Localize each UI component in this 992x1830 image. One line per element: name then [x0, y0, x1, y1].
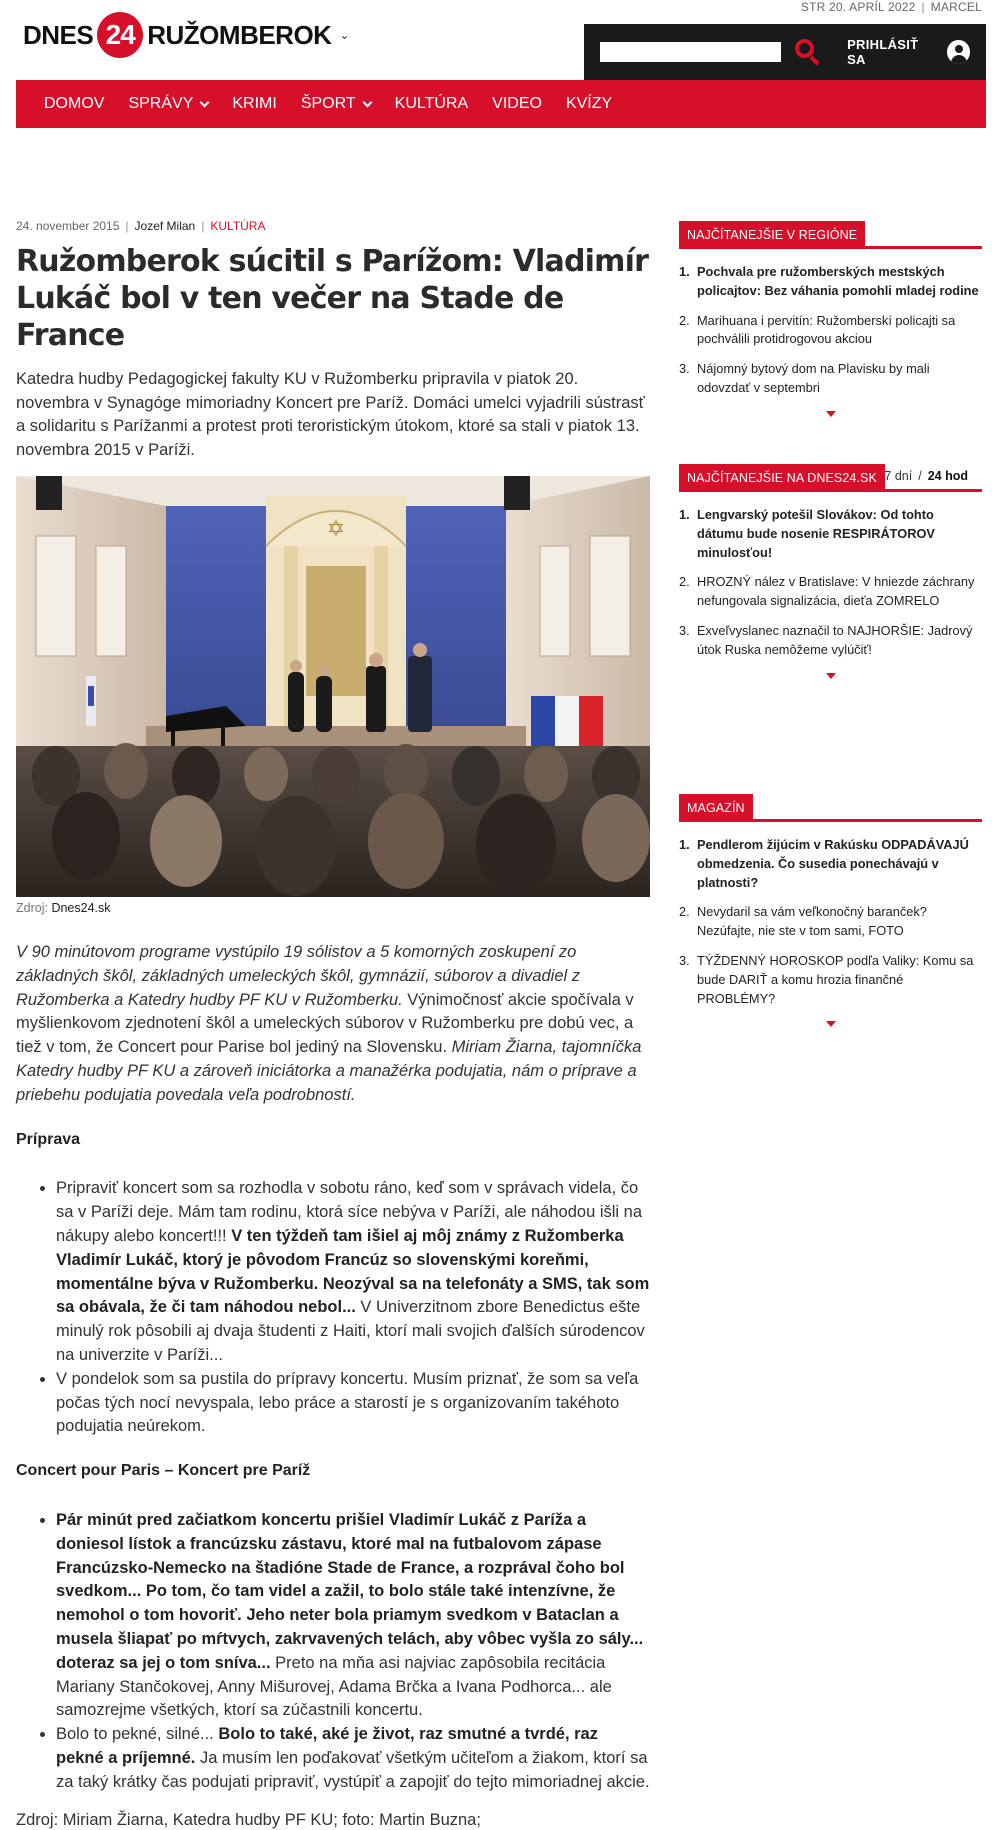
list-item[interactable]: 1. Pendlerom žijúcim v Rakúsku ODPADÁVAJÚ obmedzenia. Čo susedia ponechávajú v platnosti? — [679, 837, 969, 890]
article-lead: Katedra hudby Pedagogickej fakulty KU v Ružomberku pripravila v piatok 20. novembra v Synagóge mimoriadny Koncert pre Paríž. Domáci umelci vyjadrili sústrasť a solidaritu s Parížanmi a protest proti teroristickým útokom, ktoré sa stali v piatok 13. novembra 2015 v Paríži. — [16, 370, 645, 459]
section-concert-list — [16, 1509, 650, 1795]
sidebar-region-box — [679, 219, 982, 421]
nav-item-domov[interactable]: DOMOV — [44, 95, 105, 112]
nav-item-krimi[interactable]: KRIMI — [232, 95, 277, 112]
list-item[interactable]: 2. Marihuana i pervitín: Ružomberskí policajti sa pochválili protidrogovou akciou — [679, 312, 956, 347]
search-input[interactable] — [600, 42, 781, 62]
show-more-chevron-icon[interactable] — [825, 1019, 837, 1031]
city-switch-chevron-icon[interactable]: ⌄ — [339, 28, 350, 42]
list-item: • Bolo to pekné, silné... Bolo to také, aké je život, raz smutné a tvrdé, raz pekné a príjemné. Ja musím len poďakovať všetkým učiteľom a žiakom, ktorí sa za taký krátky čas podujati pripraviť, vystúpiť a zapojiť do tejto mimoriadnej akcie. — [56, 1723, 650, 1794]
show-more-chevron-icon[interactable] — [825, 409, 837, 421]
section-priprava-list — [16, 1177, 650, 1439]
magazin-box-title: MAGAZÍN — [679, 794, 753, 822]
list-item[interactable]: 3. Nájomný bytový dom na Plavisku by mali odovzdať v septembri — [679, 361, 930, 395]
article-meta: 24. november 2015 | Jozef Milan | KULTÚRA — [16, 219, 266, 233]
list-item[interactable]: 1. Pochvala pre ružomberských mestských policajtov: Bez váhania pomohli mladej rodine — [679, 264, 979, 298]
section-title-concert: Concert pour Paris – Koncert pre Paríž — [16, 1462, 311, 1480]
region-box-title: NAJČÍTANEJŠIE V REGIÓNE — [679, 221, 865, 249]
list-item[interactable]: 3. TÝŽDENNÝ HOROSKOP podľa Valiky: Komu sa bude DARIŤ a komu hrozia finančné PROBLÉMY? — [679, 952, 974, 1006]
article — [16, 219, 650, 1830]
chevron-down-icon — [200, 97, 210, 107]
section-title-priprava: Príprava — [16, 1130, 81, 1148]
svg-text:✡: ✡ — [326, 517, 346, 542]
site-logo[interactable] — [23, 12, 350, 58]
list-item[interactable]: 3. Exveľvyslanec naznačil to NAJHORŠIE: Jadrový útok Ruska nemôžeme vylúčiť! — [679, 622, 973, 657]
header-actions — [584, 24, 986, 80]
nav-item-video[interactable]: VIDEO — [492, 95, 542, 112]
search-icon[interactable] — [795, 39, 819, 65]
current-date: STR 20. APRÍL 2022 — [800, 0, 916, 14]
user-account-icon[interactable] — [947, 40, 970, 64]
article-photo[interactable] — [16, 476, 650, 897]
article-title: Ružomberok súcitil s Parížom: Vladimír Lukáč bol v ten večer na Stade de France — [16, 244, 649, 353]
article-source: Zdroj: Miriam Žiarna, Katedra hudby PF KU; foto: Martin Buzna; — [16, 1810, 481, 1829]
article-body — [16, 941, 650, 1830]
concert-photo-illustration — [16, 476, 650, 897]
nav-item-spravy[interactable]: SPRÁVY — [128, 95, 208, 113]
tab-24-hours[interactable]: 24 hod — [927, 469, 968, 483]
show-more-chevron-icon[interactable] — [825, 671, 837, 683]
list-item[interactable]: 2. HROZNÝ nález v Bratislave: V hniezde záchrany nefungovala signalizácia, dieťa ZOMRELO — [679, 574, 975, 609]
article-category[interactable]: KULTÚRA — [210, 219, 266, 233]
article-date: 24. november 2015 — [16, 219, 120, 233]
list-item: • Pár minút pred začiatkom koncertu prišiel Vladimír Lukáč z Paríža a doniesol lístok a francúzsku zástavu, ktoré mal na futbalovom zápase Francúzsko-Nemecko na štadióne Stade de France, a rozprával čoho bol svedkom... Po tom, čo tam videl a zažil, to bolo stále také intenzívne, že nemohol o tom hovoriť. Jeho neter bola priamym svedkom v Bataclan a musela šliapať po mŕtvych, zakrvavených telách, aby vôbec vyšla zo sály... doteraz sa jej o tom sníva... Preto na mňa asi najviac zapôsobila recitácia Mariany Stančokovej, Anny Mišurovej, Adama Brčka a Ivana Podhorca... ale samozrejme všetkých, ktorí sa zúčastnili koncertu. — [56, 1509, 650, 1723]
tab-7-days[interactable]: 7 dní — [884, 469, 913, 483]
sidebar-dnes24-box: NAJČÍTANEJŠIE NA DNES24.SK 7 dní / 24 hod 1. Lengvarský potešil Slovákov: Od tohto dátumu bude nosenie RESPIRÁTOROV minulosťou! 2. HROZNÝ nález v Bratislave: V hniezde záchrany nefungovala signalizácia, dieťa ZOMRELO 3. Exveľvyslanec naznačil to NAJHORŠIE: Jadrový útok Ruska nemôžeme vylúčiť! — [679, 462, 982, 683]
photo-credit: Zdroj: Dnes24.sk — [16, 901, 111, 915]
list-item: • Pripraviť koncert som sa rozhodla v sobotu ráno, keď som v správach videla, čo sa v Paríži deje. Mám tam rodinu, ktorá síce nebýva v Paríži, ale náhodou išli na nákupy alebo koncert!!! V ten týždeň tam išiel aj môj známy z Ružomberka Vladimír Lukáč, ktorý je pôvodom Francúz so slovenskými koreňmi, momentálne býva v Ružomberku. Neozýval sa na telefonáty a SMS, tak som sa obávala, že či tam náhodou nebol... V Univerzitnom zbore Benedictus ešte minulý rok pôsobili aj dvaja študenti z Haiti, ktorí mali svojich ďalších súrodencov na univerzite v Paríži... — [56, 1177, 650, 1367]
article-intro: V 90 minútovom programe vystúpilo 19 sólistov a 5 komorných zoskupení zo základných škôl, základných umeleckých škôl, gymnázií, súborov a divadiel z Ružomberka a Katedry hudby PF KU v Ružomberku. Výnimočnosť akcie spočívala v myšlienkovom zjednotení škôl a umeleckých súborov v Ružomberku pre dobú vec, a tiež v tom, že Concert pour Parise bol jediný na Slovensku. Miriam Žiarna, tajomníčka Katedry hudby PF KU a zároveň iniciátorka a manažérka podujatia, nám o príprave a priebehu podujatia povedala veľa podrobností. — [16, 943, 642, 1104]
list-item: • V pondelok som sa pustila do prípravy koncertu. Musím priznať, že som sa veľa počas tých nocí nevyspala, lebo práce a starostí je s organizovaním takéhoto podujatia neúrekom. — [56, 1368, 650, 1439]
photo-credit-source: Dnes24.sk — [51, 901, 111, 915]
nav-item-sport[interactable]: ŠPORT — [301, 95, 371, 113]
sidebar-magazin-box — [679, 792, 982, 1031]
logo-city: RUŽOMBEROK — [147, 19, 332, 50]
main-navigation — [16, 80, 986, 128]
logo-24-badge: 24 — [97, 12, 143, 58]
list-item[interactable]: 1. Lengvarský potešil Slovákov: Od tohto dátumu bude nosenie RESPIRÁTOROV minulosťou! — [679, 507, 935, 560]
nav-item-kvizy[interactable]: KVÍZY — [565, 95, 613, 112]
article-author[interactable]: Jozef Milan — [134, 219, 196, 233]
chevron-down-icon — [362, 97, 372, 107]
nameday: MARCEL — [930, 0, 982, 14]
login-link[interactable]: PRIHLÁSIŤ SA — [847, 37, 919, 67]
top-date-bar: STR 20. APRÍL 2022 | MARCEL — [800, 0, 982, 14]
dnes24-box-title: NAJČÍTANEJŠIE NA DNES24.SK — [679, 464, 885, 492]
logo-dnes: DNES — [23, 19, 94, 50]
list-item[interactable]: 2. Nevydaril sa vám veľkonočný baranček? Nezúfajte, nie ste v tom sami, FOTO — [679, 904, 927, 939]
nav-item-kultura[interactable]: KULTÚRA — [394, 95, 469, 112]
